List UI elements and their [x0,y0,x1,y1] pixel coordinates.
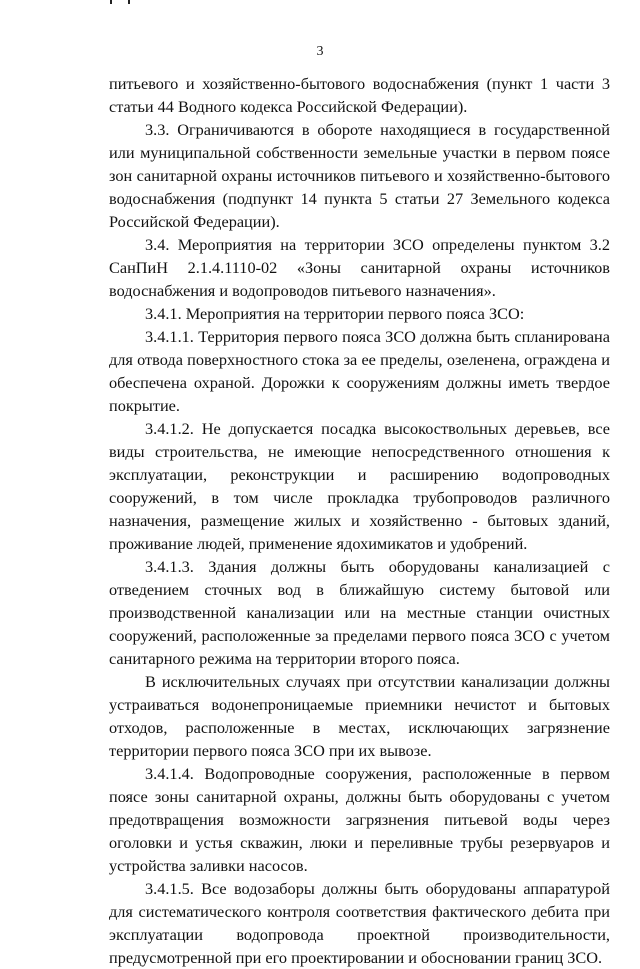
scan-mark [110,0,112,4]
paragraph: 3.4.1.1. Территория первого пояса ЗСО должна быть спланирована для отвода поверхностного стока за ее пределы, озеленена, ограждена и обеспечена охраной. Дорожки к сооружениям должны иметь твердое покрытие. [109,327,610,415]
scan-mark [128,0,130,4]
paragraph: 3.4.1.5. Все водозаборы должны быть оборудованы аппаратурой для систематического контроля соответствия фактического дебита при эксплуатации водопровода проектной производительности, предусмотренной при его проектировании и обосновании границ ЗСО. [109,879,610,967]
paragraph: 3.4.1.3. Здания должны быть оборудованы канализацией с отведением сточных вод в ближайшую систему бытовой или производственной канализации или на местные станции очистных сооружений, расположенные за пределами первого пояса ЗСО с учетом санитарного режима на территории второго пояса. [109,557,610,668]
paragraph: 3.3. Ограничиваются в обороте находящиеся в государственной или муниципальной собственности земельные участки в первом поясе зон санитарной охраны источников питьевого и хозяйственно-бытового водоснабжения (подпункт 14 пункта 5 статьи 27 Земельного кодекса Российской Федерации). [109,120,610,231]
document-body [109,72,610,969]
paragraph: питьевого и хозяйственно-бытового водоснабжения (пункт 1 части 3 статьи 44 Водного кодекса Российской Федерации). [109,74,610,116]
scan-edge-marks [0,0,640,4]
paragraph: 3.4.1. Мероприятия на территории первого пояса ЗСО: [145,304,525,323]
paragraph: 3.4.1.4. Водопроводные сооружения, расположенные в первом поясе зоны санитарной охраны, должны быть оборудованы с учетом предотвращения возможности загрязнения питьевой воды через оголовки и устья скважин, люки и переливные трубы резервуаров и устройства заливки насосов. [109,764,610,875]
page-number: 3 [316,44,324,59]
paragraph: 3.4.1.2. Не допускается посадка высокоствольных деревьев, все виды строительства, не имеющие непосредственного отношения к эксплуатации, реконструкции и расширению водопроводных сооружений, в том числе прокладка трубопроводов различного назначения, размещение жилых и хозяйственно - бытовых зданий, проживание людей, применение ядохимикатов и удобрений. [109,419,610,553]
paragraph: В исключительных случаях при отсутствии канализации должны устраиваться водонепроницаемые приемники нечистот и бытовых отходов, расположенные в местах, исключающих загрязнение территории первого пояса ЗСО при их вывозе. [109,672,610,760]
paragraph: 3.4. Мероприятия на территории ЗСО определены пунктом 3.2 СанПиН 2.1.4.1110-02 «Зоны санитарной охраны источников водоснабжения и водопроводов питьевого назначения». [109,235,610,300]
